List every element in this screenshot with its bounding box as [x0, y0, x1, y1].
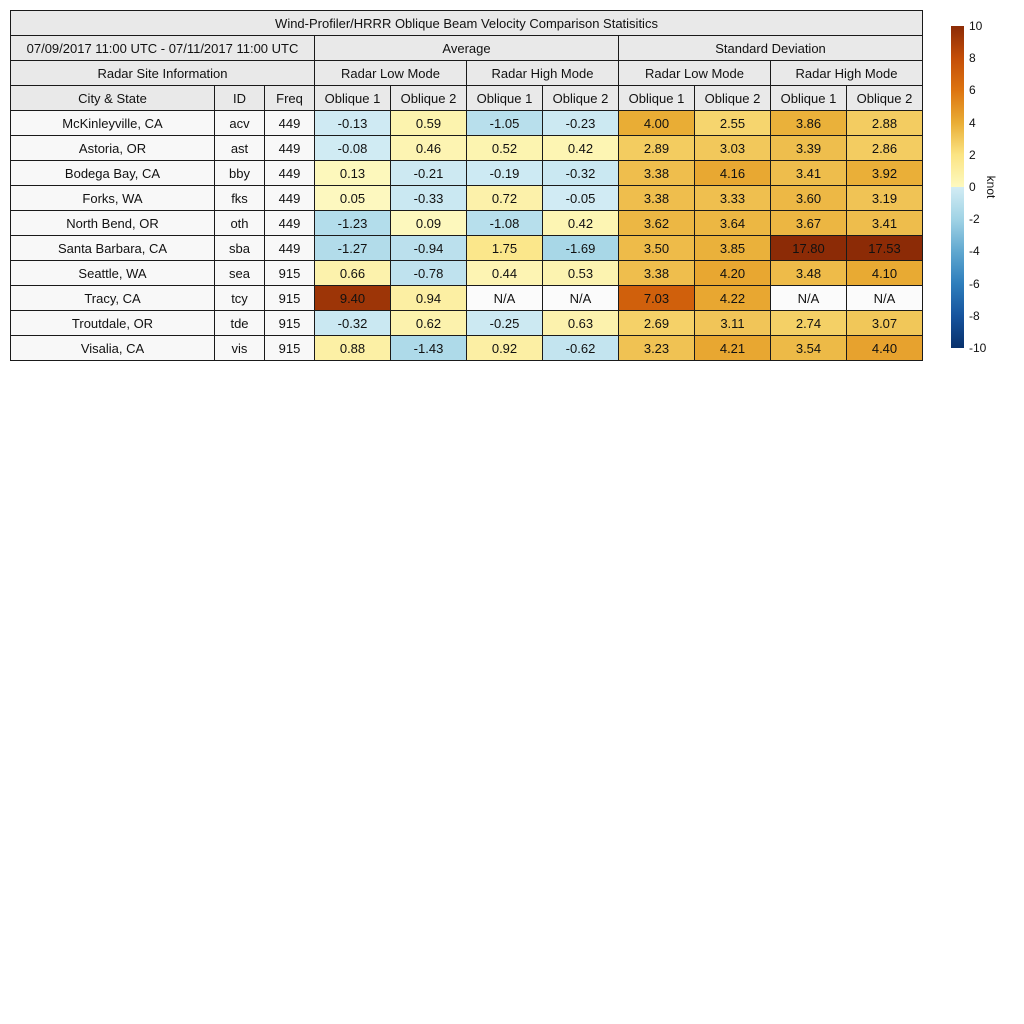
- value-cell: -0.33: [391, 186, 467, 211]
- value-cell: -1.43: [391, 336, 467, 361]
- value-cell: 0.59: [391, 111, 467, 136]
- value-cell: 3.33: [695, 186, 771, 211]
- value-cell: 0.42: [543, 136, 619, 161]
- colorbar-tick-label: 6: [969, 83, 976, 98]
- value-cell: 4.00: [619, 111, 695, 136]
- colorbar-tick-label: 0: [969, 180, 976, 194]
- value-cell: 3.92: [847, 161, 923, 186]
- city-cell: Tracy, CA: [11, 286, 215, 311]
- table-row: [11, 161, 923, 186]
- value-cell: 9.40: [315, 286, 391, 311]
- value-cell: 0.42: [543, 211, 619, 236]
- value-cell: -0.62: [543, 336, 619, 361]
- value-cell: 3.64: [695, 211, 771, 236]
- value-cell: 1.75: [467, 236, 543, 261]
- value-cell: -0.23: [543, 111, 619, 136]
- colorbar-tick-label: 2: [969, 147, 976, 162]
- freq-cell: 915: [265, 336, 315, 361]
- colorbar: [951, 26, 964, 348]
- table-header: [11, 11, 923, 111]
- id-cell: sba: [215, 236, 265, 261]
- city-cell: Forks, WA: [11, 186, 215, 211]
- value-cell: N/A: [543, 286, 619, 311]
- value-cell: 3.86: [771, 111, 847, 136]
- value-cell: 3.38: [619, 261, 695, 286]
- colorbar-tick-label: 10: [969, 19, 983, 33]
- value-cell: 2.74: [771, 311, 847, 336]
- site-info-header: Radar Site Information: [11, 61, 315, 86]
- colorbar-gradient: [951, 26, 964, 348]
- id-cell: oth: [215, 211, 265, 236]
- column-header-row: [11, 86, 923, 111]
- value-cell: 0.88: [315, 336, 391, 361]
- value-cell: 4.20: [695, 261, 771, 286]
- value-cell: 3.38: [619, 161, 695, 186]
- value-cell: -0.08: [315, 136, 391, 161]
- freq-cell: 449: [265, 236, 315, 261]
- table-row: [11, 136, 923, 161]
- id-cell: tcy: [215, 286, 265, 311]
- id-cell: fks: [215, 186, 265, 211]
- colorbar-unit-label: knot: [984, 175, 998, 199]
- group-header-row: [11, 36, 923, 61]
- freq-cell: 449: [265, 136, 315, 161]
- value-cell: 4.10: [847, 261, 923, 286]
- value-cell: N/A: [771, 286, 847, 311]
- colorbar-tick-label: -6: [969, 276, 980, 291]
- stats-table: [10, 10, 923, 361]
- value-cell: -1.69: [543, 236, 619, 261]
- city-cell: Santa Barbara, CA: [11, 236, 215, 261]
- column-header-freq: Freq: [265, 86, 315, 111]
- value-cell: 4.40: [847, 336, 923, 361]
- period-cell: 07/09/2017 11:00 UTC - 07/11/2017 11:00 UTC: [11, 36, 315, 61]
- column-header-oblique: Oblique 2: [543, 86, 619, 111]
- value-cell: 3.41: [847, 211, 923, 236]
- value-cell: 3.41: [771, 161, 847, 186]
- column-header-oblique: Oblique 2: [847, 86, 923, 111]
- value-cell: 17.80: [771, 236, 847, 261]
- city-cell: Seattle, WA: [11, 261, 215, 286]
- colorbar-tick-label: -2: [969, 212, 980, 227]
- colorbar-tick-label: -4: [969, 244, 980, 259]
- city-cell: Astoria, OR: [11, 136, 215, 161]
- id-cell: bby: [215, 161, 265, 186]
- value-cell: -0.19: [467, 161, 543, 186]
- table-row: [11, 111, 923, 136]
- value-cell: 3.48: [771, 261, 847, 286]
- column-header-oblique: Oblique 2: [391, 86, 467, 111]
- value-cell: 3.19: [847, 186, 923, 211]
- value-cell: N/A: [467, 286, 543, 311]
- value-cell: N/A: [847, 286, 923, 311]
- value-cell: 0.46: [391, 136, 467, 161]
- table-row: [11, 186, 923, 211]
- value-cell: 0.09: [391, 211, 467, 236]
- value-cell: 0.44: [467, 261, 543, 286]
- city-cell: Bodega Bay, CA: [11, 161, 215, 186]
- value-cell: 3.03: [695, 136, 771, 161]
- freq-cell: 449: [265, 111, 315, 136]
- column-header-oblique: Oblique 1: [467, 86, 543, 111]
- column-header-id: ID: [215, 86, 265, 111]
- value-cell: -1.08: [467, 211, 543, 236]
- value-cell: 3.07: [847, 311, 923, 336]
- city-cell: McKinleyville, CA: [11, 111, 215, 136]
- value-cell: 0.52: [467, 136, 543, 161]
- colorbar-tick-label: 8: [969, 51, 976, 66]
- title-row: [11, 11, 923, 36]
- value-cell: -1.05: [467, 111, 543, 136]
- value-cell: 0.66: [315, 261, 391, 286]
- table-row: [11, 236, 923, 261]
- value-cell: 0.94: [391, 286, 467, 311]
- value-cell: 3.60: [771, 186, 847, 211]
- value-cell: -1.27: [315, 236, 391, 261]
- value-cell: 0.72: [467, 186, 543, 211]
- column-header-oblique: Oblique 1: [619, 86, 695, 111]
- freq-cell: 449: [265, 211, 315, 236]
- value-cell: 3.67: [771, 211, 847, 236]
- colorbar-tick-label: -8: [969, 308, 980, 323]
- city-cell: North Bend, OR: [11, 211, 215, 236]
- table-row: [11, 336, 923, 361]
- table-title: Wind-Profiler/HRRR Oblique Beam Velocity Comparison Statisitics: [11, 11, 923, 36]
- value-cell: 2.89: [619, 136, 695, 161]
- value-cell: 0.13: [315, 161, 391, 186]
- column-header-oblique: Oblique 1: [771, 86, 847, 111]
- value-cell: 2.55: [695, 111, 771, 136]
- freq-cell: 449: [265, 161, 315, 186]
- value-cell: 3.39: [771, 136, 847, 161]
- freq-cell: 915: [265, 286, 315, 311]
- value-cell: 0.62: [391, 311, 467, 336]
- value-cell: 2.69: [619, 311, 695, 336]
- column-header-oblique: Oblique 2: [695, 86, 771, 111]
- mode-header-avg-low: Radar Low Mode: [315, 61, 467, 86]
- value-cell: 3.11: [695, 311, 771, 336]
- value-cell: 3.50: [619, 236, 695, 261]
- group-header-std: Standard Deviation: [619, 36, 923, 61]
- value-cell: -0.94: [391, 236, 467, 261]
- value-cell: 0.05: [315, 186, 391, 211]
- value-cell: -1.23: [315, 211, 391, 236]
- column-header-oblique: Oblique 1: [315, 86, 391, 111]
- colorbar-tick-label: -10: [969, 341, 987, 355]
- table-row: [11, 211, 923, 236]
- freq-cell: 449: [265, 186, 315, 211]
- mode-header-std-high: Radar High Mode: [771, 61, 923, 86]
- value-cell: 4.21: [695, 336, 771, 361]
- value-cell: -0.32: [543, 161, 619, 186]
- id-cell: sea: [215, 261, 265, 286]
- city-cell: Troutdale, OR: [11, 311, 215, 336]
- value-cell: 7.03: [619, 286, 695, 311]
- id-cell: tde: [215, 311, 265, 336]
- value-cell: 2.88: [847, 111, 923, 136]
- value-cell: 4.16: [695, 161, 771, 186]
- value-cell: -0.05: [543, 186, 619, 211]
- value-cell: -0.32: [315, 311, 391, 336]
- value-cell: 2.86: [847, 136, 923, 161]
- mode-header-row: [11, 61, 923, 86]
- value-cell: 0.53: [543, 261, 619, 286]
- value-cell: -0.78: [391, 261, 467, 286]
- table-body: [11, 111, 923, 361]
- value-cell: 3.54: [771, 336, 847, 361]
- id-cell: ast: [215, 136, 265, 161]
- freq-cell: 915: [265, 261, 315, 286]
- value-cell: -0.21: [391, 161, 467, 186]
- table-row: [11, 311, 923, 336]
- colorbar-tick-label: 4: [969, 115, 976, 130]
- value-cell: 17.53: [847, 236, 923, 261]
- table-row: [11, 286, 923, 311]
- value-cell: -0.13: [315, 111, 391, 136]
- freq-cell: 915: [265, 311, 315, 336]
- value-cell: 0.92: [467, 336, 543, 361]
- value-cell: 3.23: [619, 336, 695, 361]
- mode-header-std-low: Radar Low Mode: [619, 61, 771, 86]
- value-cell: -0.25: [467, 311, 543, 336]
- id-cell: acv: [215, 111, 265, 136]
- group-header-average: Average: [315, 36, 619, 61]
- value-cell: 3.38: [619, 186, 695, 211]
- value-cell: 0.63: [543, 311, 619, 336]
- column-header-city: City & State: [11, 86, 215, 111]
- mode-header-avg-high: Radar High Mode: [467, 61, 619, 86]
- city-cell: Visalia, CA: [11, 336, 215, 361]
- id-cell: vis: [215, 336, 265, 361]
- value-cell: 3.62: [619, 211, 695, 236]
- table-row: [11, 261, 923, 286]
- value-cell: 4.22: [695, 286, 771, 311]
- value-cell: 3.85: [695, 236, 771, 261]
